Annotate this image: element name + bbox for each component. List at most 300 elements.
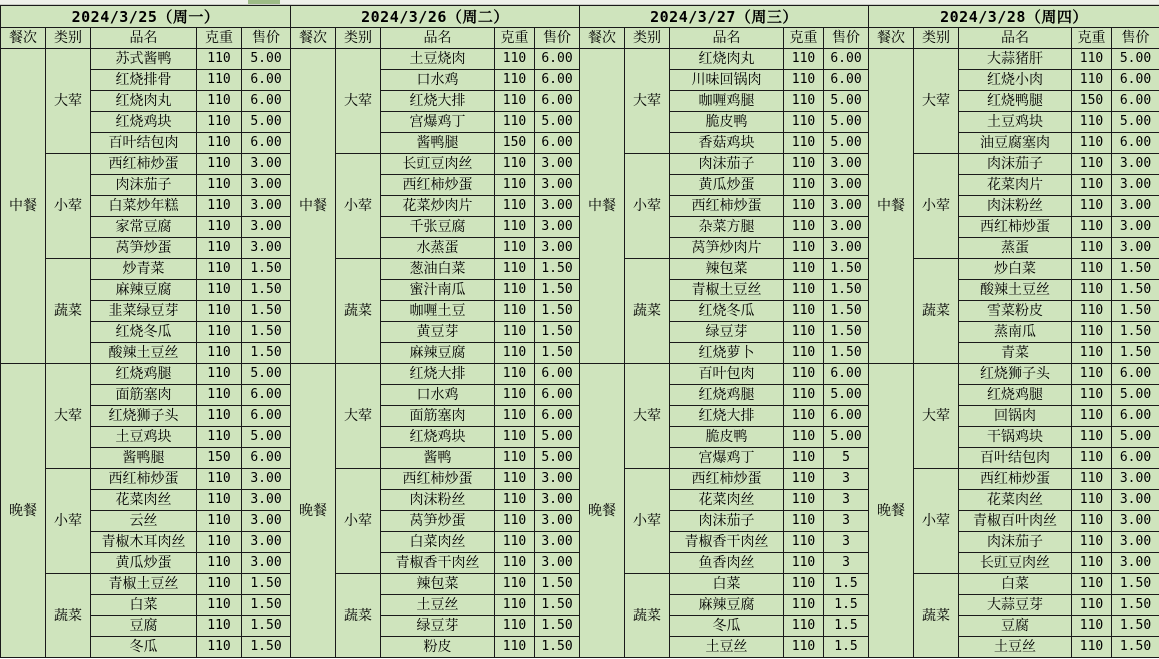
weight-cell[interactable]: 110 [784,427,824,448]
weight-cell[interactable]: 110 [495,259,535,280]
meal-cell[interactable]: 中餐 [1,49,46,364]
price-cell[interactable]: 3.00 [1112,532,1159,553]
weight-cell[interactable]: 110 [784,196,824,217]
price-cell[interactable]: 1.50 [535,259,580,280]
price-cell[interactable]: 3 [824,490,869,511]
weight-cell[interactable]: 110 [784,406,824,427]
price-cell[interactable]: 3.00 [535,553,580,574]
price-cell[interactable]: 6.00 [535,91,580,112]
name-column-header[interactable]: 品名 [91,28,197,49]
dish-name-cell[interactable]: 宫爆鸡丁 [381,112,495,133]
price-cell[interactable]: 3.00 [242,154,291,175]
weight-cell[interactable]: 110 [197,637,242,658]
dish-name-cell[interactable]: 土豆丝 [959,637,1072,658]
weight-cell[interactable]: 110 [197,259,242,280]
dish-name-cell[interactable]: 肉沫茄子 [959,154,1072,175]
weight-cell[interactable]: 110 [1072,574,1112,595]
price-cell[interactable]: 1.50 [242,280,291,301]
price-cell[interactable]: 3.00 [535,196,580,217]
price-cell[interactable]: 1.50 [1112,301,1159,322]
dish-name-cell[interactable]: 莴笋炒蛋 [91,238,197,259]
dish-name-cell[interactable]: 宫爆鸡丁 [670,448,784,469]
weight-cell[interactable]: 110 [495,448,535,469]
weight-cell[interactable]: 110 [784,637,824,658]
weight-cell[interactable]: 110 [784,301,824,322]
dish-name-cell[interactable]: 雪菜粉皮 [959,301,1072,322]
price-cell[interactable]: 6.00 [535,406,580,427]
dish-name-cell[interactable]: 红烧鸡腿 [91,364,197,385]
weight-cell[interactable]: 110 [784,133,824,154]
price-cell[interactable]: 5 [824,448,869,469]
weight-cell[interactable]: 110 [197,133,242,154]
dish-name-cell[interactable]: 红烧排骨 [91,70,197,91]
dish-name-cell[interactable]: 红烧肉丸 [670,49,784,70]
dish-name-cell[interactable]: 红烧萝卜 [670,343,784,364]
weight-cell[interactable]: 110 [495,616,535,637]
price-cell[interactable]: 5.00 [242,427,291,448]
price-cell[interactable]: 3.00 [242,217,291,238]
weight-cell[interactable]: 110 [495,112,535,133]
weight-cell[interactable]: 110 [1072,112,1112,133]
price-cell[interactable]: 6.00 [824,364,869,385]
dish-name-cell[interactable]: 红烧肉丸 [91,91,197,112]
name-column-header[interactable]: 品名 [959,28,1072,49]
weight-cell[interactable]: 110 [1072,616,1112,637]
weight-cell[interactable]: 110 [1072,511,1112,532]
dish-name-cell[interactable]: 川味回锅肉 [670,70,784,91]
dish-name-cell[interactable]: 油豆腐塞肉 [959,133,1072,154]
weight-cell[interactable]: 110 [1072,595,1112,616]
weight-cell[interactable]: 110 [197,154,242,175]
weight-cell[interactable]: 110 [1072,322,1112,343]
weight-cell[interactable]: 110 [784,469,824,490]
price-cell[interactable]: 6.00 [824,49,869,70]
category-cell[interactable]: 小荤 [625,469,670,574]
weight-cell[interactable]: 110 [784,154,824,175]
price-column-header[interactable]: 售价 [535,28,580,49]
price-cell[interactable]: 1.50 [824,280,869,301]
price-cell[interactable]: 5.00 [1112,427,1159,448]
dish-name-cell[interactable]: 香菇鸡块 [670,133,784,154]
weight-cell[interactable]: 110 [1072,406,1112,427]
weight-cell[interactable]: 110 [1072,385,1112,406]
dish-name-cell[interactable]: 麻辣豆腐 [91,280,197,301]
price-cell[interactable]: 3.00 [535,154,580,175]
dish-name-cell[interactable]: 麻辣豆腐 [381,343,495,364]
price-cell[interactable]: 3.00 [1112,154,1159,175]
weight-cell[interactable]: 110 [495,238,535,259]
price-cell[interactable]: 3.00 [535,238,580,259]
price-cell[interactable]: 1.50 [242,616,291,637]
category-column-header[interactable]: 类别 [625,28,670,49]
price-cell[interactable]: 1.50 [535,637,580,658]
weight-cell[interactable]: 110 [784,553,824,574]
dish-name-cell[interactable]: 花菜肉片 [959,175,1072,196]
price-cell[interactable]: 3.00 [535,532,580,553]
meal-column-header[interactable]: 餐次 [291,28,336,49]
weight-cell[interactable]: 110 [784,364,824,385]
category-cell[interactable]: 大荤 [46,364,91,469]
category-cell[interactable]: 蔬菜 [46,259,91,364]
weight-cell[interactable]: 110 [1072,490,1112,511]
weight-cell[interactable]: 110 [495,637,535,658]
weight-cell[interactable]: 110 [197,574,242,595]
dish-name-cell[interactable]: 红烧鸡腿 [670,385,784,406]
dish-name-cell[interactable]: 肉沫茄子 [670,154,784,175]
dish-name-cell[interactable]: 水蒸蛋 [381,238,495,259]
price-cell[interactable]: 5.00 [824,385,869,406]
dish-name-cell[interactable]: 粉皮 [381,637,495,658]
price-cell[interactable]: 3.00 [242,196,291,217]
weight-column-header[interactable]: 克重 [197,28,242,49]
price-cell[interactable]: 5.00 [242,364,291,385]
price-cell[interactable]: 3.00 [824,217,869,238]
weight-cell[interactable]: 110 [784,448,824,469]
weight-cell[interactable]: 110 [784,574,824,595]
price-cell[interactable]: 6.00 [535,70,580,91]
weight-cell[interactable]: 110 [784,595,824,616]
dish-name-cell[interactable]: 苏式酱鸭 [91,49,197,70]
weight-cell[interactable]: 110 [197,280,242,301]
dish-name-cell[interactable]: 土豆鸡块 [91,427,197,448]
weight-cell[interactable]: 110 [197,469,242,490]
price-cell[interactable]: 6.00 [535,364,580,385]
price-cell[interactable]: 3.00 [535,469,580,490]
dish-name-cell[interactable]: 红烧狮子头 [959,364,1072,385]
dish-name-cell[interactable]: 口水鸡 [381,70,495,91]
dish-name-cell[interactable]: 咖喱鸡腿 [670,91,784,112]
price-cell[interactable]: 3.00 [1112,469,1159,490]
weight-cell[interactable]: 150 [1072,91,1112,112]
price-cell[interactable]: 1.50 [242,343,291,364]
price-cell[interactable]: 3.00 [242,175,291,196]
price-cell[interactable]: 1.50 [1112,322,1159,343]
weight-cell[interactable]: 110 [1072,448,1112,469]
dish-name-cell[interactable]: 酱鸭腿 [91,448,197,469]
dish-name-cell[interactable]: 大蒜豆芽 [959,595,1072,616]
price-cell[interactable]: 1.5 [824,595,869,616]
price-cell[interactable]: 5.00 [1112,112,1159,133]
price-cell[interactable]: 3.00 [242,532,291,553]
price-cell[interactable]: 3.00 [535,175,580,196]
price-cell[interactable]: 3.00 [1112,175,1159,196]
category-cell[interactable]: 大荤 [914,364,959,469]
price-cell[interactable]: 6.00 [242,448,291,469]
weight-cell[interactable]: 110 [197,175,242,196]
dish-name-cell[interactable]: 土豆烧肉 [381,49,495,70]
dish-name-cell[interactable]: 黄豆芽 [381,322,495,343]
price-cell[interactable]: 1.50 [535,280,580,301]
dish-name-cell[interactable]: 肉沫粉丝 [959,196,1072,217]
dish-name-cell[interactable]: 土豆丝 [381,595,495,616]
dish-name-cell[interactable]: 红烧鸭腿 [959,91,1072,112]
dish-name-cell[interactable]: 红烧大排 [381,364,495,385]
dish-name-cell[interactable]: 青椒土豆丝 [670,280,784,301]
dish-name-cell[interactable]: 脆皮鸭 [670,112,784,133]
price-cell[interactable]: 3.00 [1112,553,1159,574]
dish-name-cell[interactable]: 鱼香肉丝 [670,553,784,574]
price-cell[interactable]: 3 [824,532,869,553]
dish-name-cell[interactable]: 肉沫茄子 [670,511,784,532]
price-cell[interactable]: 3.00 [242,553,291,574]
dish-name-cell[interactable]: 花菜炒肉片 [381,196,495,217]
weight-cell[interactable]: 110 [197,595,242,616]
price-column-header[interactable]: 售价 [824,28,869,49]
weight-cell[interactable]: 110 [495,322,535,343]
price-cell[interactable]: 1.50 [824,259,869,280]
price-cell[interactable]: 5.00 [242,49,291,70]
dish-name-cell[interactable]: 西红柿炒蛋 [381,175,495,196]
dish-name-cell[interactable]: 百叶包肉 [670,364,784,385]
category-cell[interactable]: 大荤 [625,364,670,469]
price-cell[interactable]: 1.50 [535,616,580,637]
dish-name-cell[interactable]: 西红柿炒蛋 [91,154,197,175]
dish-name-cell[interactable]: 青椒木耳肉丝 [91,532,197,553]
price-cell[interactable]: 3.00 [1112,490,1159,511]
price-cell[interactable]: 5.00 [535,112,580,133]
price-cell[interactable]: 6.00 [242,70,291,91]
weight-cell[interactable]: 110 [1072,553,1112,574]
dish-name-cell[interactable]: 红烧狮子头 [91,406,197,427]
price-cell[interactable]: 6.00 [1112,406,1159,427]
dish-name-cell[interactable]: 肉沫粉丝 [381,490,495,511]
weight-cell[interactable]: 110 [495,154,535,175]
day-date-header[interactable]: 2024/3/25（周一） [1,6,291,28]
dish-name-cell[interactable]: 青椒土豆丝 [91,574,197,595]
day-date-header[interactable]: 2024/3/26（周二） [291,6,580,28]
weight-cell[interactable]: 110 [197,322,242,343]
dish-name-cell[interactable]: 炒青菜 [91,259,197,280]
dish-name-cell[interactable]: 西红柿炒蛋 [959,469,1072,490]
weight-cell[interactable]: 110 [784,511,824,532]
weight-cell[interactable]: 110 [495,343,535,364]
dish-name-cell[interactable]: 土豆鸡块 [959,112,1072,133]
weight-cell[interactable]: 110 [495,364,535,385]
dish-name-cell[interactable]: 莴笋炒肉片 [670,238,784,259]
weight-cell[interactable]: 110 [495,91,535,112]
weight-cell[interactable]: 110 [1072,427,1112,448]
meal-cell[interactable]: 中餐 [580,49,625,364]
price-cell[interactable]: 3.00 [824,196,869,217]
dish-name-cell[interactable]: 葱油白菜 [381,259,495,280]
weight-cell[interactable]: 110 [495,511,535,532]
weight-cell[interactable]: 110 [495,70,535,91]
weight-cell[interactable]: 110 [197,427,242,448]
category-cell[interactable]: 蔬菜 [914,259,959,364]
price-cell[interactable]: 6.00 [1112,133,1159,154]
price-cell[interactable]: 1.50 [824,343,869,364]
category-cell[interactable]: 大荤 [336,364,381,469]
dish-name-cell[interactable]: 蒸蛋 [959,238,1072,259]
weight-cell[interactable]: 110 [495,532,535,553]
dish-name-cell[interactable]: 黄瓜炒蛋 [91,553,197,574]
category-cell[interactable]: 小荤 [46,154,91,259]
price-cell[interactable]: 5.00 [824,112,869,133]
weight-cell[interactable]: 110 [1072,196,1112,217]
price-cell[interactable]: 6.00 [1112,364,1159,385]
weight-cell[interactable]: 110 [1072,469,1112,490]
price-cell[interactable]: 1.50 [535,301,580,322]
weight-cell[interactable]: 110 [197,70,242,91]
weight-cell[interactable]: 110 [197,196,242,217]
dish-name-cell[interactable]: 红烧冬瓜 [91,322,197,343]
dish-name-cell[interactable]: 面筋塞肉 [381,406,495,427]
dish-name-cell[interactable]: 回锅肉 [959,406,1072,427]
category-cell[interactable]: 蔬菜 [336,574,381,658]
weight-cell[interactable]: 110 [1072,637,1112,658]
weight-cell[interactable]: 110 [784,70,824,91]
price-cell[interactable]: 1.50 [535,595,580,616]
weight-cell[interactable]: 110 [495,490,535,511]
price-cell[interactable]: 3.00 [1112,511,1159,532]
weight-cell[interactable]: 110 [784,343,824,364]
meal-column-header[interactable]: 餐次 [869,28,914,49]
weight-cell[interactable]: 110 [197,364,242,385]
weight-cell[interactable]: 110 [495,301,535,322]
weight-column-header[interactable]: 克重 [784,28,824,49]
weight-cell[interactable]: 110 [784,112,824,133]
dish-name-cell[interactable]: 青菜 [959,343,1072,364]
dish-name-cell[interactable]: 蒸南瓜 [959,322,1072,343]
meal-cell[interactable]: 中餐 [291,49,336,364]
dish-name-cell[interactable]: 莴笋炒蛋 [381,511,495,532]
weight-cell[interactable]: 110 [784,238,824,259]
price-cell[interactable]: 5.00 [242,112,291,133]
category-column-header[interactable]: 类别 [914,28,959,49]
dish-name-cell[interactable]: 杂菜方腿 [670,217,784,238]
weight-cell[interactable]: 110 [1072,259,1112,280]
weight-cell[interactable]: 110 [1072,133,1112,154]
weight-cell[interactable]: 110 [784,49,824,70]
price-column-header[interactable]: 售价 [242,28,291,49]
weight-cell[interactable]: 110 [784,490,824,511]
dish-name-cell[interactable]: 酸辣土豆丝 [959,280,1072,301]
dish-name-cell[interactable]: 长豇豆肉丝 [959,553,1072,574]
dish-name-cell[interactable]: 麻辣豆腐 [670,595,784,616]
weight-cell[interactable]: 110 [495,427,535,448]
dish-name-cell[interactable]: 辣包菜 [670,259,784,280]
price-cell[interactable]: 3.00 [242,238,291,259]
weight-cell[interactable]: 110 [1072,343,1112,364]
dish-name-cell[interactable]: 绿豆芽 [670,322,784,343]
price-cell[interactable]: 1.50 [535,322,580,343]
dish-name-cell[interactable]: 红烧大排 [381,91,495,112]
price-cell[interactable]: 6.00 [1112,91,1159,112]
price-cell[interactable]: 3.00 [824,238,869,259]
price-cell[interactable]: 5.00 [535,427,580,448]
category-cell[interactable]: 蔬菜 [625,574,670,658]
name-column-header[interactable]: 品名 [670,28,784,49]
weight-cell[interactable]: 110 [197,112,242,133]
dish-name-cell[interactable]: 白菜肉丝 [381,532,495,553]
dish-name-cell[interactable]: 韭菜绿豆芽 [91,301,197,322]
dish-name-cell[interactable]: 绿豆芽 [381,616,495,637]
category-column-header[interactable]: 类别 [46,28,91,49]
dish-name-cell[interactable]: 口水鸡 [381,385,495,406]
price-cell[interactable]: 1.50 [535,574,580,595]
dish-name-cell[interactable]: 红烧小肉 [959,70,1072,91]
dish-name-cell[interactable]: 咖喱土豆 [381,301,495,322]
weight-cell[interactable]: 110 [784,175,824,196]
price-cell[interactable]: 1.50 [242,595,291,616]
dish-name-cell[interactable]: 酱鸭 [381,448,495,469]
dish-name-cell[interactable]: 蜜汁南瓜 [381,280,495,301]
price-cell[interactable]: 5.00 [1112,49,1159,70]
weight-cell[interactable]: 110 [197,511,242,532]
meal-cell[interactable]: 中餐 [869,49,914,364]
dish-name-cell[interactable]: 红烧大排 [670,406,784,427]
price-cell[interactable]: 3.00 [535,511,580,532]
price-cell[interactable]: 1.50 [824,322,869,343]
dish-name-cell[interactable]: 肉沫茄子 [959,532,1072,553]
weight-cell[interactable]: 110 [784,91,824,112]
dish-name-cell[interactable]: 青椒香干肉丝 [670,532,784,553]
weight-cell[interactable]: 110 [197,343,242,364]
price-cell[interactable]: 1.50 [242,322,291,343]
dish-name-cell[interactable]: 青椒香干肉丝 [381,553,495,574]
price-cell[interactable]: 3.00 [1112,217,1159,238]
meal-column-header[interactable]: 餐次 [580,28,625,49]
price-cell[interactable]: 1.50 [1112,259,1159,280]
dish-name-cell[interactable]: 西红柿炒蛋 [670,196,784,217]
weight-cell[interactable]: 110 [197,91,242,112]
price-cell[interactable]: 1.50 [535,343,580,364]
weight-cell[interactable]: 110 [1072,364,1112,385]
weight-cell[interactable]: 110 [1072,49,1112,70]
price-cell[interactable]: 1.50 [1112,574,1159,595]
price-cell[interactable]: 1.50 [242,259,291,280]
weight-cell[interactable]: 110 [784,616,824,637]
weight-column-header[interactable]: 克重 [1072,28,1112,49]
dish-name-cell[interactable]: 辣包菜 [381,574,495,595]
category-cell[interactable]: 大荤 [336,49,381,154]
price-cell[interactable]: 3.00 [1112,196,1159,217]
weight-cell[interactable]: 110 [784,532,824,553]
weight-cell[interactable]: 110 [197,385,242,406]
weight-cell[interactable]: 110 [197,301,242,322]
dish-name-cell[interactable]: 百叶结包肉 [959,448,1072,469]
price-cell[interactable]: 1.50 [1112,343,1159,364]
category-cell[interactable]: 蔬菜 [914,574,959,658]
weight-cell[interactable]: 110 [784,280,824,301]
day-date-header[interactable]: 2024/3/27（周三） [580,6,869,28]
meal-cell[interactable]: 晚餐 [291,364,336,658]
weight-cell[interactable]: 110 [1072,532,1112,553]
weight-cell[interactable]: 110 [784,259,824,280]
dish-name-cell[interactable]: 花菜肉丝 [91,490,197,511]
weight-cell[interactable]: 150 [197,448,242,469]
price-cell[interactable]: 6.00 [242,133,291,154]
price-cell[interactable]: 5.00 [824,427,869,448]
weight-cell[interactable]: 110 [784,217,824,238]
weight-cell[interactable]: 110 [197,217,242,238]
dish-name-cell[interactable]: 大蒜猪肝 [959,49,1072,70]
dish-name-cell[interactable]: 家常豆腐 [91,217,197,238]
weight-cell[interactable]: 110 [197,406,242,427]
dish-name-cell[interactable]: 花菜肉丝 [670,490,784,511]
meal-cell[interactable]: 晚餐 [580,364,625,658]
category-cell[interactable]: 小荤 [336,469,381,574]
price-cell[interactable]: 1.50 [1112,637,1159,658]
dish-name-cell[interactable]: 豆腐 [959,616,1072,637]
dish-name-cell[interactable]: 酱鸭腿 [381,133,495,154]
price-cell[interactable]: 6.00 [535,385,580,406]
name-column-header[interactable]: 品名 [381,28,495,49]
dish-name-cell[interactable]: 干锅鸡块 [959,427,1072,448]
weight-cell[interactable]: 110 [1072,70,1112,91]
dish-name-cell[interactable]: 白菜 [670,574,784,595]
price-cell[interactable]: 3.00 [242,490,291,511]
